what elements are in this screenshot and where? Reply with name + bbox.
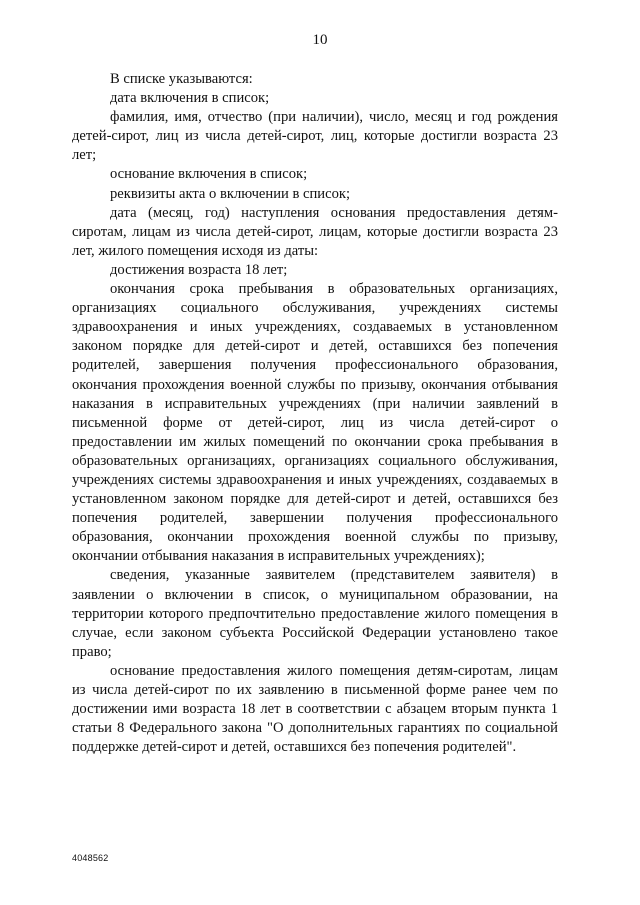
- document-code: 4048562: [72, 853, 109, 863]
- paragraph: сведения, указанные заявителем (представителем заявителя) в заявлении о включении в список, о муниципальном образовании, на территории которого предпочтительно предоставление жилого помещения в случае, если законом субъекта Российской Федерации установлено такое право;: [72, 567, 558, 660]
- page-number: 10: [312, 32, 328, 48]
- document-body: [72, 70, 558, 757]
- paragraph: основание включения в список;: [110, 166, 308, 183]
- paragraph: фамилия, имя, отчество (при наличии), число, месяц и год рождения детей-сирот, лиц из числа детей-сирот, лиц, которые достигли возраста 23 лет;: [72, 109, 558, 164]
- paragraph: окончания срока пребывания в образовательных организациях, организациях социального обслуживания, учреждениях системы здравоохранения и иных учреждениях, создаваемых в установленном законом порядке для детей-сирот и детей, оставшихся без попечения родителей, завершения получения профессионального образования, окончания прохождения военной службы по призыву, окончания отбывания наказания в исправительных учреждениях (при наличии заявлений в письменной форме от детей-сирот, лиц из числа детей-сирот о предоставлении им жилых помещений по окончании срока пребывания в образовательных организациях, организациях социального обслуживания, учреждениях системы здравоохранения и иных учреждениях, создаваемых в установленном законом порядке для детей-сирот и детей, оставшихся без попечения родителей, завершении получения профессионального образования, окончании прохождения военной службы по призыву, окончании отбывания наказания в исправительных учреждениях);: [72, 281, 558, 565]
- paragraph: В списке указываются:: [110, 71, 253, 87]
- paragraph: дата включения в список;: [110, 90, 270, 107]
- paragraph: достижения возраста 18 лет;: [110, 261, 288, 278]
- paragraph: дата (месяц, год) наступления основания предоставления детям-сиротам, лицам из числа детей-сирот, лицам, которые достигли возраста 23 лет, жилого помещения исходя из даты:: [72, 204, 558, 259]
- paragraph: реквизиты акта о включении в список;: [110, 185, 351, 202]
- paragraph: основание предоставления жилого помещения детям-сиротам, лицам из числа детей-сирот по их заявлению в письменной форме ранее чем по достижении ими возраста 18 лет в соответствии с абзацем вторым пункта 1 статьи 8 Федерального закона "О дополнительных гарантиях по социальной поддержке детей-сирот и детей, оставшихся без попечения родителей".: [72, 662, 558, 756]
